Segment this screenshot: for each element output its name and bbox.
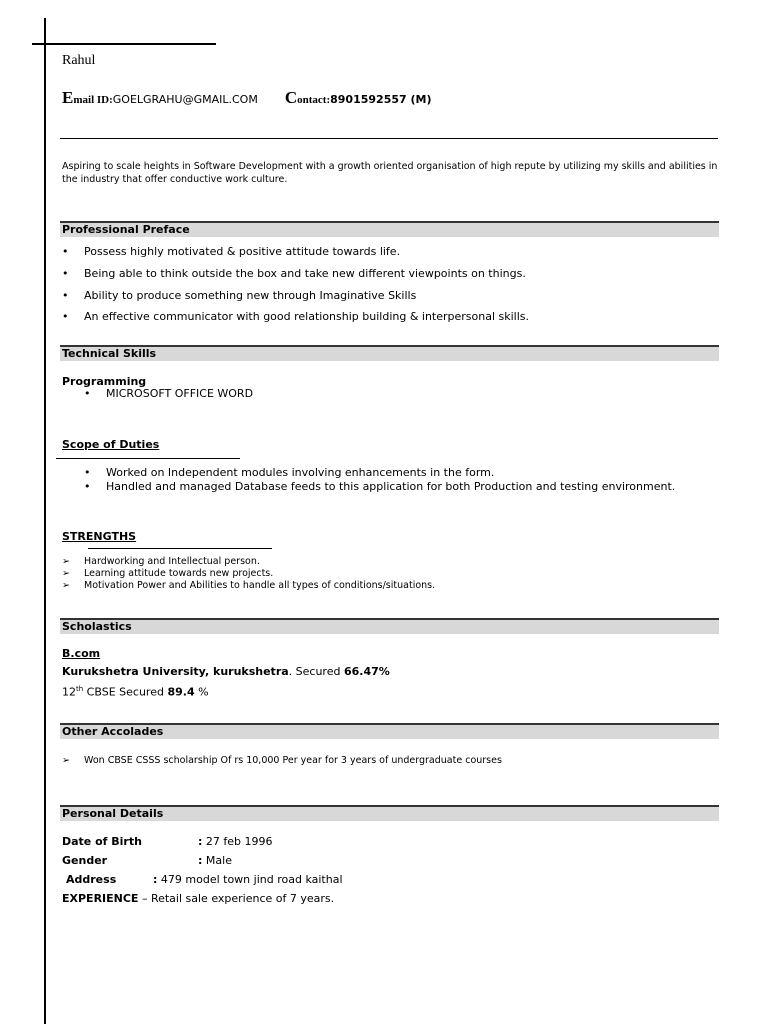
list-item: • Being able to think outside the box and take new different viewpoints on things. — [62, 267, 526, 280]
dob-row: Date of Birth : 27 feb 1996 — [62, 835, 273, 848]
section-heading-duties: Scope of Duties — [62, 438, 160, 451]
section-heading-technical: Technical Skills — [60, 345, 719, 361]
email-value: GOELGRAHU@GMAIL.COM — [112, 93, 258, 106]
section-heading-strengths: STRENGTHS — [62, 530, 137, 543]
list-item: • Worked on Independent modules involving enhancements in the form. — [84, 466, 495, 479]
duties-underline — [56, 458, 240, 459]
contact-value: 8901592557 (M) — [330, 93, 432, 106]
left-margin-line — [44, 18, 46, 1024]
objective-text: Aspiring to scale heights in Software Development with a growth oriented organisation of high repute by utilizing my skills and abilities in the industry that offer conductive work culture. — [62, 161, 718, 185]
gender-row: Gender : Male — [62, 854, 232, 867]
list-item: ➢ Learning attitude towards new projects. — [62, 568, 274, 579]
email-initial: E — [62, 88, 74, 107]
header-divider — [60, 138, 718, 139]
experience-row: EXPERIENCE – Retail sale experience of 7 years. — [62, 892, 335, 905]
section-heading-accolades: Other Accolades — [60, 723, 719, 739]
email-label: mail ID: — [73, 94, 113, 106]
list-item: • Handled and managed Database feeds to this application for both Production and testing environment. — [84, 480, 676, 493]
contact-initial: C — [284, 88, 298, 107]
section-heading-scholastics: Scholastics — [60, 618, 719, 634]
list-item: • MICROSOFT OFFICE WORD — [84, 387, 254, 400]
list-item: • Ability to produce something new through Imaginative Skills — [62, 289, 417, 302]
twelfth-line: 12th CBSE Secured 89.4 % — [62, 685, 209, 699]
programming-subheading: Programming — [62, 375, 147, 388]
list-item: • Possess highly motivated & positive attitude towards life. — [62, 245, 401, 258]
contact-line — [62, 88, 432, 108]
list-item: ➢ Hardworking and Intellectual person. — [62, 556, 260, 567]
degree-name: B.com — [62, 647, 101, 660]
list-item: ➢ Won CBSE CSSS scholarship Of rs 10,000 Per year for 3 years of undergraduate courses — [62, 755, 502, 766]
address-row: Address : 479 model town jind road kaithal — [66, 873, 343, 886]
section-heading-preface: Professional Preface — [60, 221, 719, 237]
candidate-name: Rahul — [62, 53, 96, 68]
strengths-underline — [88, 548, 272, 549]
top-rule — [32, 43, 216, 45]
list-item: • An effective communicator with good relationship building & interpersonal skills. — [62, 310, 530, 323]
contact-label: ontact: — [297, 94, 331, 106]
section-heading-personal: Personal Details — [60, 805, 719, 821]
list-item: ➢ Motivation Power and Abilities to handle all types of conditions/situations. — [62, 580, 436, 591]
university-line: Kurukshetra University, kurukshetra. Secured 66.47% — [62, 665, 390, 678]
